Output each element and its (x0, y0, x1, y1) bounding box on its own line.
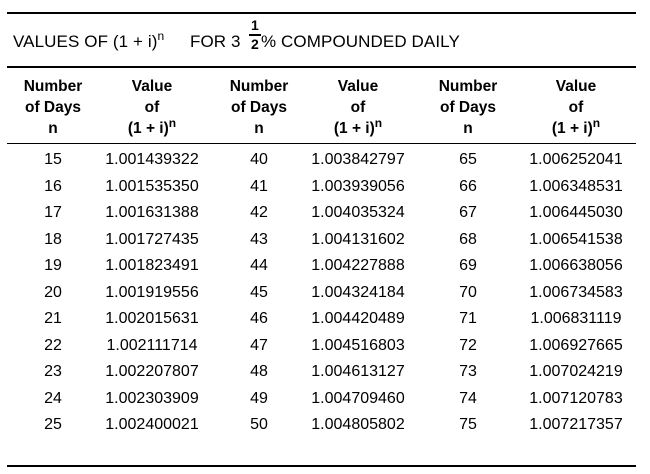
days-cell: 46 (250, 310, 268, 327)
header-line (428, 76, 508, 97)
value-cell: 1.001727435 (105, 230, 199, 248)
days-cell: 20 (44, 283, 62, 301)
header-exponent: n (592, 116, 601, 130)
header-number-of-days (13, 76, 93, 139)
value-cell: 1.006638056 (529, 257, 623, 274)
value-cell: 1.007120783 (529, 389, 623, 407)
value-cell: 1.007217357 (529, 416, 623, 433)
days-column (219, 149, 299, 441)
days-cell: 24 (44, 389, 62, 407)
value-cell: 1.001535350 (105, 177, 199, 195)
bottom-rule (7, 465, 636, 467)
header-line (219, 97, 299, 118)
header-line (293, 118, 423, 140)
days-cell: 19 (44, 257, 62, 274)
days-column (13, 149, 93, 441)
header-line (87, 118, 217, 140)
header-line-text: of Days (25, 99, 81, 116)
value-cell: 1.004227888 (311, 257, 405, 274)
header-value (87, 76, 217, 140)
days-cell: 15 (44, 151, 62, 168)
title-suffix: % COMPOUNDED DAILY (261, 32, 460, 51)
header-line-text: Value (555, 78, 597, 95)
days-cell: 67 (459, 204, 477, 221)
fraction-numerator: 1 (251, 17, 259, 33)
header-line (511, 76, 641, 97)
value-cell: 1.006445030 (529, 204, 623, 221)
value-cell: 1.002207807 (105, 363, 199, 380)
days-cell: 22 (44, 336, 62, 354)
days-cell: 49 (250, 389, 268, 407)
header-line (87, 97, 217, 118)
header-line-text: of (568, 99, 584, 116)
header-line-text: (1 + i) (127, 120, 169, 137)
header-line-text: of (144, 99, 160, 116)
header-line-text: n (254, 120, 264, 137)
header-line-text: Number (229, 78, 289, 95)
header-line (293, 76, 423, 97)
header-line (293, 97, 423, 118)
header-line-text: of Days (440, 99, 496, 116)
days-cell: 44 (250, 257, 268, 274)
days-cell: 18 (44, 230, 62, 248)
days-cell: 43 (250, 230, 268, 248)
header-line (511, 97, 641, 118)
days-cell: 17 (44, 204, 62, 221)
header-exponent: n (168, 116, 177, 130)
days-cell: 74 (459, 389, 477, 407)
days-cell: 16 (44, 177, 62, 195)
header-line (13, 118, 93, 139)
days-cell: 23 (44, 363, 62, 380)
header-line-text: of (350, 99, 366, 116)
value-cell: 1.006734583 (529, 283, 623, 301)
title-exponent: n (157, 29, 165, 43)
title-fraction (249, 18, 261, 52)
value-cell: 1.001631388 (105, 204, 199, 221)
days-cell: 40 (250, 151, 268, 168)
top-rule (7, 12, 636, 14)
days-cell: 66 (459, 177, 477, 195)
days-cell: 42 (250, 204, 268, 221)
value-cell: 1.004805802 (311, 416, 405, 433)
days-cell: 48 (250, 363, 268, 380)
days-cell: 21 (44, 310, 62, 327)
value-cell: 1.004613127 (311, 363, 405, 380)
value-cell: 1.001919556 (105, 283, 199, 301)
days-column (428, 149, 508, 441)
value-cell: 1.006927665 (529, 336, 623, 354)
header-line-text: Value (131, 78, 173, 95)
header-number-of-days (428, 76, 508, 139)
header-line (219, 76, 299, 97)
header-top-rule (7, 66, 636, 68)
header-value (293, 76, 423, 140)
header-line-text: (1 + i) (551, 120, 593, 137)
title-prefix (13, 29, 165, 52)
value-cell: 1.004035324 (311, 204, 405, 221)
value-cell: 1.007024219 (529, 363, 623, 380)
title-middle: FOR 3 (190, 32, 241, 51)
days-cell: 70 (459, 283, 477, 301)
value-cell: 1.003842797 (311, 151, 405, 168)
value-cell: 1.002111714 (106, 336, 198, 354)
header-line (428, 118, 508, 139)
value-cell: 1.001439322 (105, 151, 199, 168)
header-line-text: (1 + i) (333, 120, 375, 137)
days-cell: 69 (459, 257, 477, 274)
value-cell: 1.004420489 (311, 310, 405, 327)
value-cell: 1.003939056 (311, 177, 405, 195)
value-cell: 1.004709460 (311, 389, 405, 407)
value-cell: 1.002400021 (105, 416, 199, 433)
days-cell: 71 (459, 310, 477, 327)
header-line (13, 97, 93, 118)
value-cell: 1.006541538 (529, 230, 623, 248)
header-line-text: of Days (231, 99, 287, 116)
value-cell: 1.004516803 (311, 336, 405, 354)
fraction-denominator: 2 (251, 36, 259, 52)
days-cell: 47 (250, 336, 268, 354)
header-line (87, 76, 217, 97)
value-cell: 1.006348531 (529, 177, 623, 195)
header-number-of-days (219, 76, 299, 139)
header-line-text: Value (337, 78, 379, 95)
days-cell: 75 (459, 416, 477, 433)
title-prefix-text: VALUES OF (1 + i) (13, 32, 158, 51)
days-cell: 41 (250, 177, 268, 195)
header-line-text: n (48, 120, 58, 137)
days-cell: 65 (459, 151, 477, 168)
days-cell: 50 (250, 416, 268, 433)
value-column (293, 149, 423, 441)
days-cell: 73 (459, 363, 477, 380)
header-bottom-rule (7, 143, 636, 144)
header-value (511, 76, 641, 140)
header-line (511, 118, 641, 140)
days-cell: 25 (44, 416, 62, 433)
value-column (511, 149, 641, 441)
header-line (13, 76, 93, 97)
header-exponent: n (374, 116, 383, 130)
value-cell: 1.006252041 (529, 151, 623, 168)
header-line (219, 118, 299, 139)
header-line (428, 97, 508, 118)
value-cell: 1.002303909 (105, 389, 199, 407)
value-cell: 1.004324184 (311, 283, 405, 301)
days-cell: 72 (459, 336, 477, 354)
days-cell: 68 (459, 230, 477, 248)
header-line-text: Number (438, 78, 498, 95)
value-column (87, 149, 217, 441)
value-cell: 1.004131602 (311, 230, 405, 248)
value-cell: 1.006831119 (530, 310, 622, 327)
header-line-text: Number (23, 78, 83, 95)
header-line-text: n (463, 120, 473, 137)
value-cell: 1.002015631 (105, 310, 199, 327)
value-cell: 1.001823491 (105, 257, 199, 274)
days-cell: 45 (250, 283, 268, 301)
